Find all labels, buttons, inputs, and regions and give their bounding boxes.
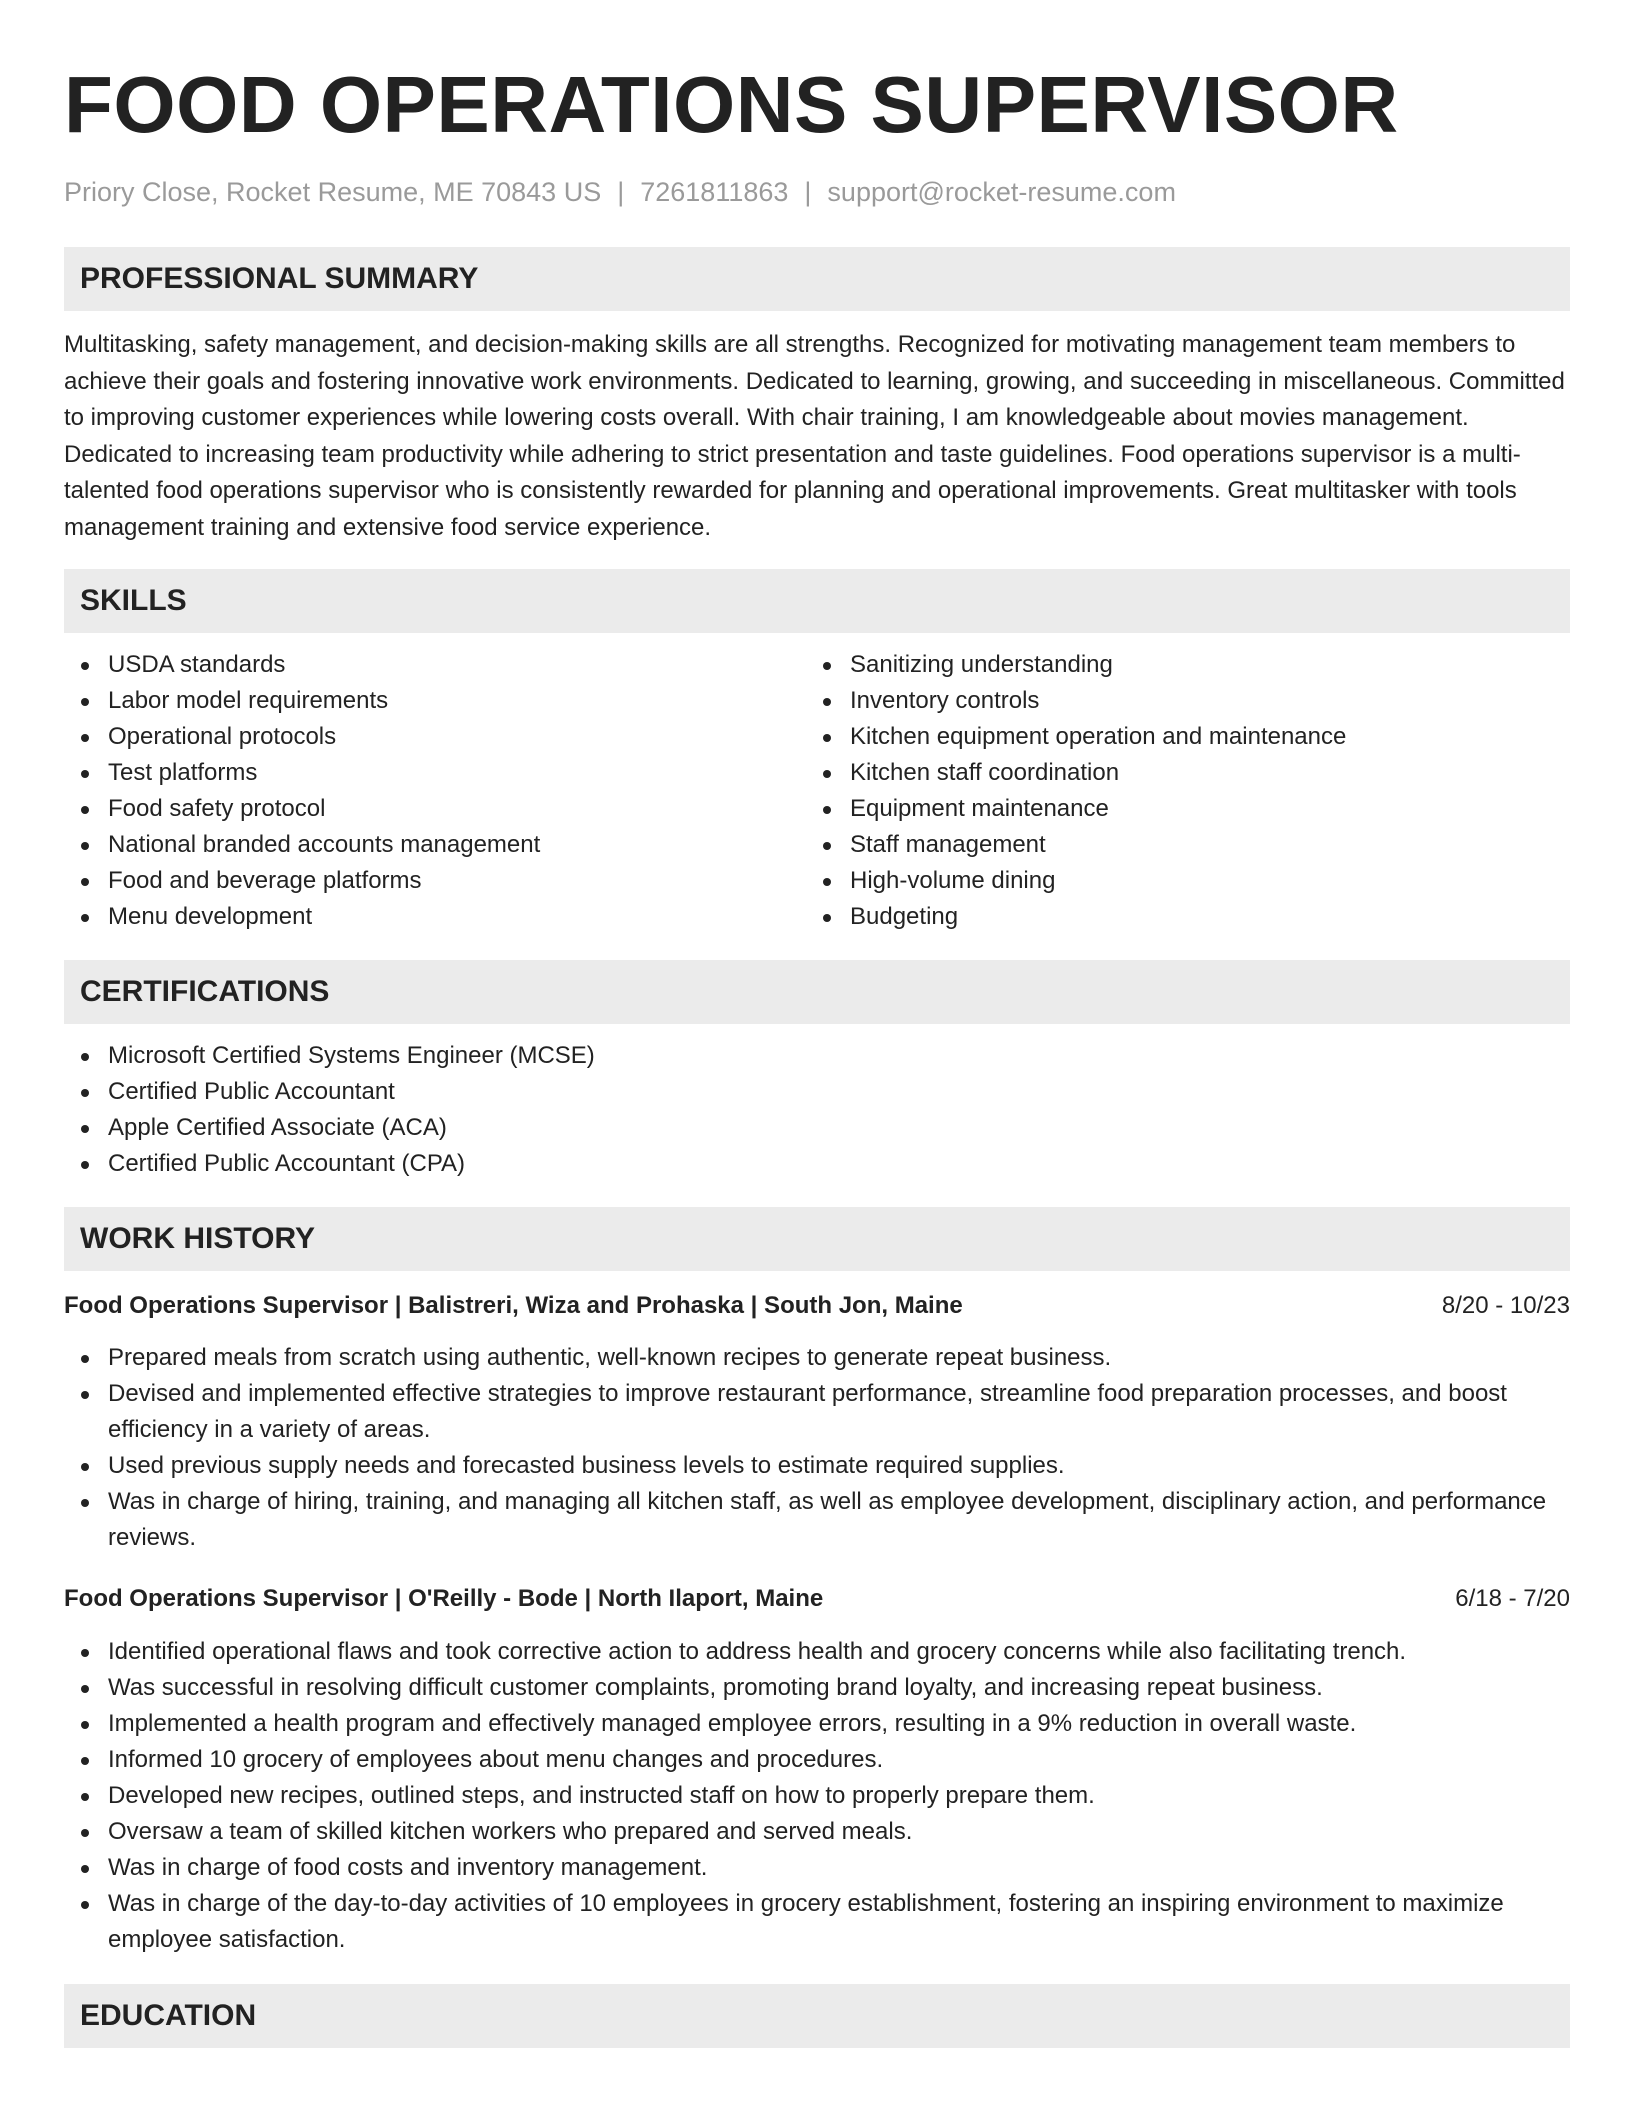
section-header-work-history: WORK HISTORY [64,1207,1570,1271]
job-entry [64,1581,1570,1958]
skill-item: Food safety protocol [64,791,806,827]
certification-item: Certified Public Accountant (CPA) [64,1146,1570,1182]
skill-item: Test platforms [64,755,806,791]
skill-item: Food and beverage platforms [64,863,806,899]
summary-text: Multitasking, safety management, and decision-making skills are all strengths. Recognized for motivating management team members to achieve their goals and fostering innovative work environments. Dedicated to learning, growing, and succeeding in miscellaneous. Committed to improving customer experiences while lowering costs overall. With chair training, I am knowledgeable about movies management. Dedicated to increasing team productivity while adhering to strict presentation and taste guidelines. Food operations supervisor is a multi-talented food operations supervisor who is consistently rewarded for planning and operational improvements. Great multitasker with tools management training and extensive food service experience. [64,331,1565,541]
skills-column-right [806,647,1548,935]
skills-column-left [64,647,806,935]
certification-item: Microsoft Certified Systems Engineer (MCSE) [64,1038,1570,1074]
contact-email: support@rocket-resume.com [827,177,1176,207]
skill-item: Staff management [806,827,1548,863]
job-bullet: Implemented a health program and effectively managed employee errors, resulting in a 9% reduction in overall waste. [64,1706,1570,1742]
skill-item: Kitchen equipment operation and maintenance [806,719,1548,755]
contact-separator: | [804,177,812,207]
skills-grid [64,647,1570,935]
skill-item: High-volume dining [806,863,1548,899]
skill-item: Budgeting [806,899,1548,935]
contact-address: Priory Close, Rocket Resume, ME 70843 US [64,177,602,207]
job-header [64,1288,1570,1324]
section-header-skills: SKILLS [64,569,1570,633]
job-header [64,1581,1570,1617]
job-bullet: Was in charge of hiring, training, and managing all kitchen staff, as well as employee development, disciplinary action, and performance reviews. [64,1484,1570,1556]
job-bullets [64,1340,1570,1556]
resume-name: FOOD OPERATIONS SUPERVISOR [64,60,1399,149]
job-bullets [64,1634,1570,1958]
job-bullet: Used previous supply needs and forecasted business levels to estimate required supplies. [64,1448,1570,1484]
resume-page [64,58,1570,2048]
skill-item: Equipment maintenance [806,791,1548,827]
job-dates: 6/18 - 7/20 [1455,1585,1570,1612]
contact-line [64,174,1570,210]
skill-item: Menu development [64,899,806,935]
certifications-list [64,1038,1570,1182]
job-bullet: Prepared meals from scratch using authentic, well-known recipes to generate repeat business. [64,1340,1570,1376]
skill-item: Labor model requirements [64,683,806,719]
section-header-education: EDUCATION [64,1984,1570,2048]
contact-separator: | [617,177,625,207]
section-header-certifications: CERTIFICATIONS [64,960,1570,1024]
job-bullet: Was in charge of food costs and inventory management. [64,1850,1570,1886]
skill-item: National branded accounts management [64,827,806,863]
job-title: Food Operations Supervisor | O'Reilly - Bode | North Ilaport, Maine [64,1585,824,1612]
section-header-summary: PROFESSIONAL SUMMARY [64,247,1570,311]
job-bullet: Informed 10 grocery of employees about menu changes and procedures. [64,1742,1570,1778]
job-entry [64,1288,1570,1556]
job-bullet: Identified operational flaws and took corrective action to address health and grocery concerns while also facilitating trench. [64,1634,1570,1670]
skill-item: Inventory controls [806,683,1548,719]
skill-item: USDA standards [64,647,806,683]
skill-item: Kitchen staff coordination [806,755,1548,791]
job-title: Food Operations Supervisor | Balistreri, Wiza and Prohaska | South Jon, Maine [64,1292,963,1319]
job-bullet: Was successful in resolving difficult customer complaints, promoting brand loyalty, and increasing repeat business. [64,1670,1570,1706]
certification-item: Apple Certified Associate (ACA) [64,1110,1570,1146]
job-bullet: Was in charge of the day-to-day activities of 10 employees in grocery establishment, fostering an inspiring environment to maximize employee satisfaction. [64,1886,1570,1958]
job-bullet: Devised and implemented effective strategies to improve restaurant performance, streamline food preparation processes, and boost efficiency in a variety of areas. [64,1376,1570,1448]
job-dates: 8/20 - 10/23 [1441,1292,1570,1319]
contact-phone: 7261811863 [640,177,789,207]
job-bullet: Developed new recipes, outlined steps, and instructed staff on how to properly prepare them. [64,1778,1570,1814]
skill-item: Operational protocols [64,719,806,755]
job-bullet: Oversaw a team of skilled kitchen workers who prepared and served meals. [64,1814,1570,1850]
certification-item: Certified Public Accountant [64,1074,1570,1110]
skill-item: Sanitizing understanding [806,647,1548,683]
